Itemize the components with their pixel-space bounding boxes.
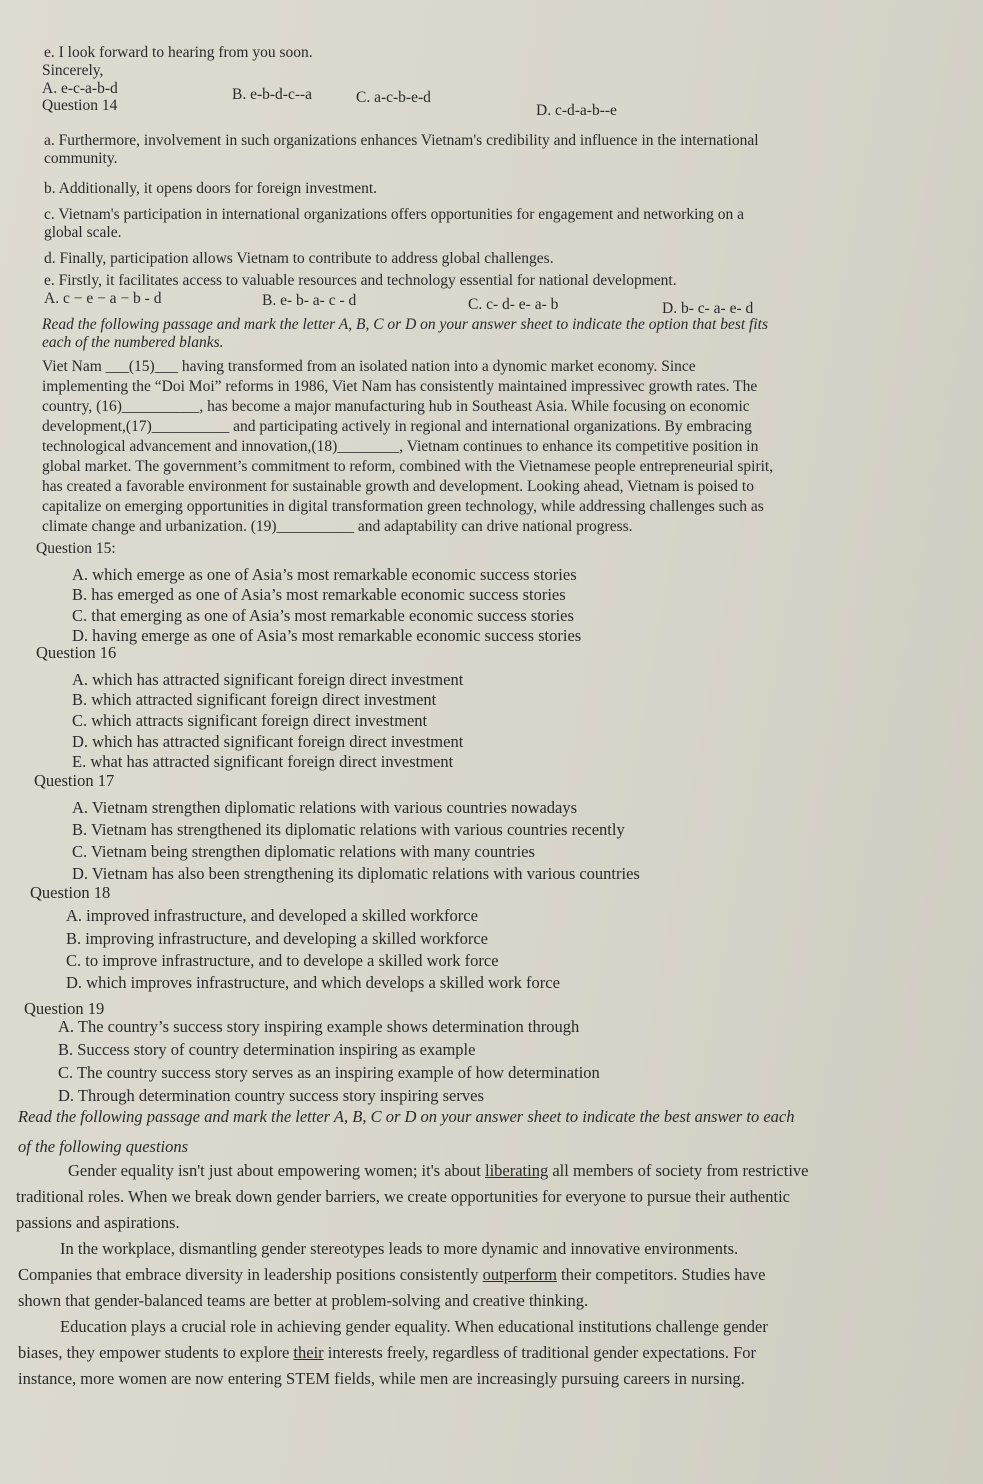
q19-option-b[interactable]: B. Success story of country determination inspiring as example xyxy=(58,1040,476,1059)
q14-item-b: b. Additionally, it opens doors for foreign investment. xyxy=(44,180,378,197)
closing-sincerely: Sincerely, xyxy=(42,62,104,79)
passage1-line: Viet Nam ___(15)___ having transformed from an isolated nation into a dynomic market economy. Since xyxy=(42,358,696,375)
q17-option-a[interactable]: A. Vietnam strengthen diplomatic relations with various countries nowadays xyxy=(72,798,578,817)
q13-option-d[interactable]: D. c-d-a-b--e xyxy=(536,102,617,119)
q15-option-a[interactable]: A. which emerge as one of Asia’s most remarkable economic success stories xyxy=(72,565,577,584)
passage2-line: shown that gender-balanced teams are better at problem-solving and creative thinking. xyxy=(18,1291,589,1310)
q19-option-c[interactable]: C. The country success story serves as an inspiring example of how determination xyxy=(58,1063,600,1082)
q15-title: Question 15: xyxy=(36,540,116,557)
passage2-line xyxy=(18,1266,765,1284)
q16-option-a[interactable]: A. which has attracted significant foreign direct investment xyxy=(72,670,464,689)
q18-option-c[interactable]: C. to improve infrastructure, and to develope a skilled work force xyxy=(66,951,499,970)
q15-option-c[interactable]: C. that emerging as one of Asia’s most remarkable economic success stories xyxy=(72,606,574,625)
q14-option-b[interactable]: B. e- b- a- c - d xyxy=(262,292,357,309)
q13-option-a[interactable]: A. e-c-a-b-d xyxy=(42,80,118,97)
q19-option-a[interactable]: A. The country’s success story inspiring example shows determination through xyxy=(58,1017,580,1036)
q17-option-c[interactable]: C. Vietnam being strengthen diplomatic relations with many countries xyxy=(72,842,535,861)
passage1-line: implementing the “Doi Moi” reforms in 1986, Viet Nam has consistently maintained impressivec growth rates. The xyxy=(42,378,758,395)
q14-title: Question 14 xyxy=(42,97,118,114)
q18-option-a[interactable]: A. improved infrastructure, and developed a skilled workforce xyxy=(66,906,478,925)
q19-title: Question 19 xyxy=(24,999,105,1018)
q18-option-d[interactable]: D. which improves infrastructure, and which develops a skilled work force xyxy=(66,973,560,992)
passage1-line: has created a favorable environment for sustainable growth and development. Looking ahead, Vietnam is poised to xyxy=(42,478,754,495)
q13-item-e: e. I look forward to hearing from you soon. xyxy=(44,44,313,61)
passage1-line: development,(17)__________ and participating actively in regional and international organizations. By embracing xyxy=(42,418,752,435)
q14-option-d[interactable]: D. b- c- a- e- d xyxy=(662,300,754,317)
q14-item-a-cont: community. xyxy=(44,150,118,167)
passage2-instruction-cont: of the following questions xyxy=(18,1137,189,1156)
q16-option-d[interactable]: D. which has attracted significant foreign direct investment xyxy=(72,732,464,751)
q14-item-c: c. Vietnam's participation in international organizations offers opportunities for engagement and networking on a xyxy=(44,206,745,223)
passage2-instruction: Read the following passage and mark the letter A, B, C or D on your answer sheet to indicate the best answer to each xyxy=(18,1107,795,1126)
passage2-text: Companies that embrace diversity in leadership positions consistently xyxy=(18,1265,483,1284)
q13-option-b[interactable]: B. e-b-d-c--a xyxy=(232,86,313,103)
underlined-word-liberating: liberating xyxy=(485,1161,549,1180)
q14-item-d: d. Finally, participation allows Vietnam to contribute to address global challenges. xyxy=(44,250,554,267)
passage1-instruction-cont: each of the numbered blanks. xyxy=(42,334,224,351)
passage2-text: their competitors. Studies have xyxy=(556,1265,766,1284)
q14-option-c[interactable]: C. c- d- e- a- b xyxy=(468,296,559,313)
passage2-line xyxy=(18,1344,756,1362)
q18-title: Question 18 xyxy=(30,883,111,902)
q14-item-c-cont: global scale. xyxy=(44,224,122,241)
q15-option-d[interactable]: D. having emerge as one of Asia’s most remarkable economic success stories xyxy=(72,626,582,645)
q17-option-d[interactable]: D. Vietnam has also been strengthening its diplomatic relations with various countries xyxy=(72,864,640,883)
q13-option-c[interactable]: C. a-c-b-e-d xyxy=(356,89,431,106)
q14-item-a: a. Furthermore, involvement in such organizations enhances Vietnam's credibility and influence in the international xyxy=(44,132,759,149)
q16-option-b[interactable]: B. which attracted significant foreign direct investment xyxy=(72,690,437,709)
passage2-text: Gender equality isn't just about empowering women; it's about xyxy=(68,1161,485,1180)
passage2-text: interests freely, regardless of traditional gender expectations. For xyxy=(323,1343,757,1362)
underlined-word-outperform: outperform xyxy=(482,1265,557,1284)
passage2-line: Education plays a crucial role in achieving gender equality. When educational institutions challenge gender xyxy=(60,1317,768,1336)
q16-option-c[interactable]: C. which attracts significant foreign direct investment xyxy=(72,711,428,730)
passage2-line: In the workplace, dismantling gender stereotypes leads to more dynamic and innovative environments. xyxy=(60,1239,739,1258)
passage1-line: technological advancement and innovation,(18)________, Vietnam continues to enhance its competitive position in xyxy=(42,438,759,455)
underlined-word-their: their xyxy=(293,1343,324,1362)
passage2-text: biases, they empower students to explore xyxy=(18,1343,294,1362)
passage1-line: country, (16)__________, has become a major manufacturing hub in Southeast Asia. While focusing on economic xyxy=(42,398,750,415)
q16-option-e[interactable]: E. what has attracted significant foreign direct investment xyxy=(72,752,454,771)
passage2-text: all members of society from restrictive xyxy=(548,1161,809,1180)
q14-option-a[interactable]: A. c − e − a − b - d xyxy=(44,290,162,307)
q17-option-b[interactable]: B. Vietnam has strengthened its diplomatic relations with various countries recently xyxy=(72,820,625,839)
q14-item-e: e. Firstly, it facilitates access to valuable resources and technology essential for national development. xyxy=(44,272,677,289)
passage1-instruction: Read the following passage and mark the letter A, B, C or D on your answer sheet to indicate the option that best fits xyxy=(42,316,768,333)
q16-title: Question 16 xyxy=(36,643,117,662)
passage2-line: passions and aspirations. xyxy=(16,1213,180,1232)
passage2-line: traditional roles. When we break down gender barriers, we create opportunities for everyone to pursue their authentic xyxy=(16,1187,790,1206)
q18-option-b[interactable]: B. improving infrastructure, and developing a skilled workforce xyxy=(66,929,489,948)
q15-option-b[interactable]: B. has emerged as one of Asia’s most remarkable economic success stories xyxy=(72,585,566,604)
passage1-line: capitalize on emerging opportunities in digital transformation green technology, while addressing challenges such as xyxy=(42,498,764,515)
q19-option-d[interactable]: D. Through determination country success story inspiring serves xyxy=(58,1086,484,1105)
passage1-line: global market. The government’s commitment to reform, combined with the Vietnamese people entrepreneurial spirit, xyxy=(42,458,774,475)
passage2-line: instance, more women are now entering STEM fields, while men are increasingly pursuing careers in nursing. xyxy=(18,1369,745,1388)
passage1-line: climate change and urbanization. (19)__________ and adaptability can drive national progress. xyxy=(42,518,633,535)
q17-title: Question 17 xyxy=(34,771,115,790)
passage2-line xyxy=(68,1162,808,1180)
